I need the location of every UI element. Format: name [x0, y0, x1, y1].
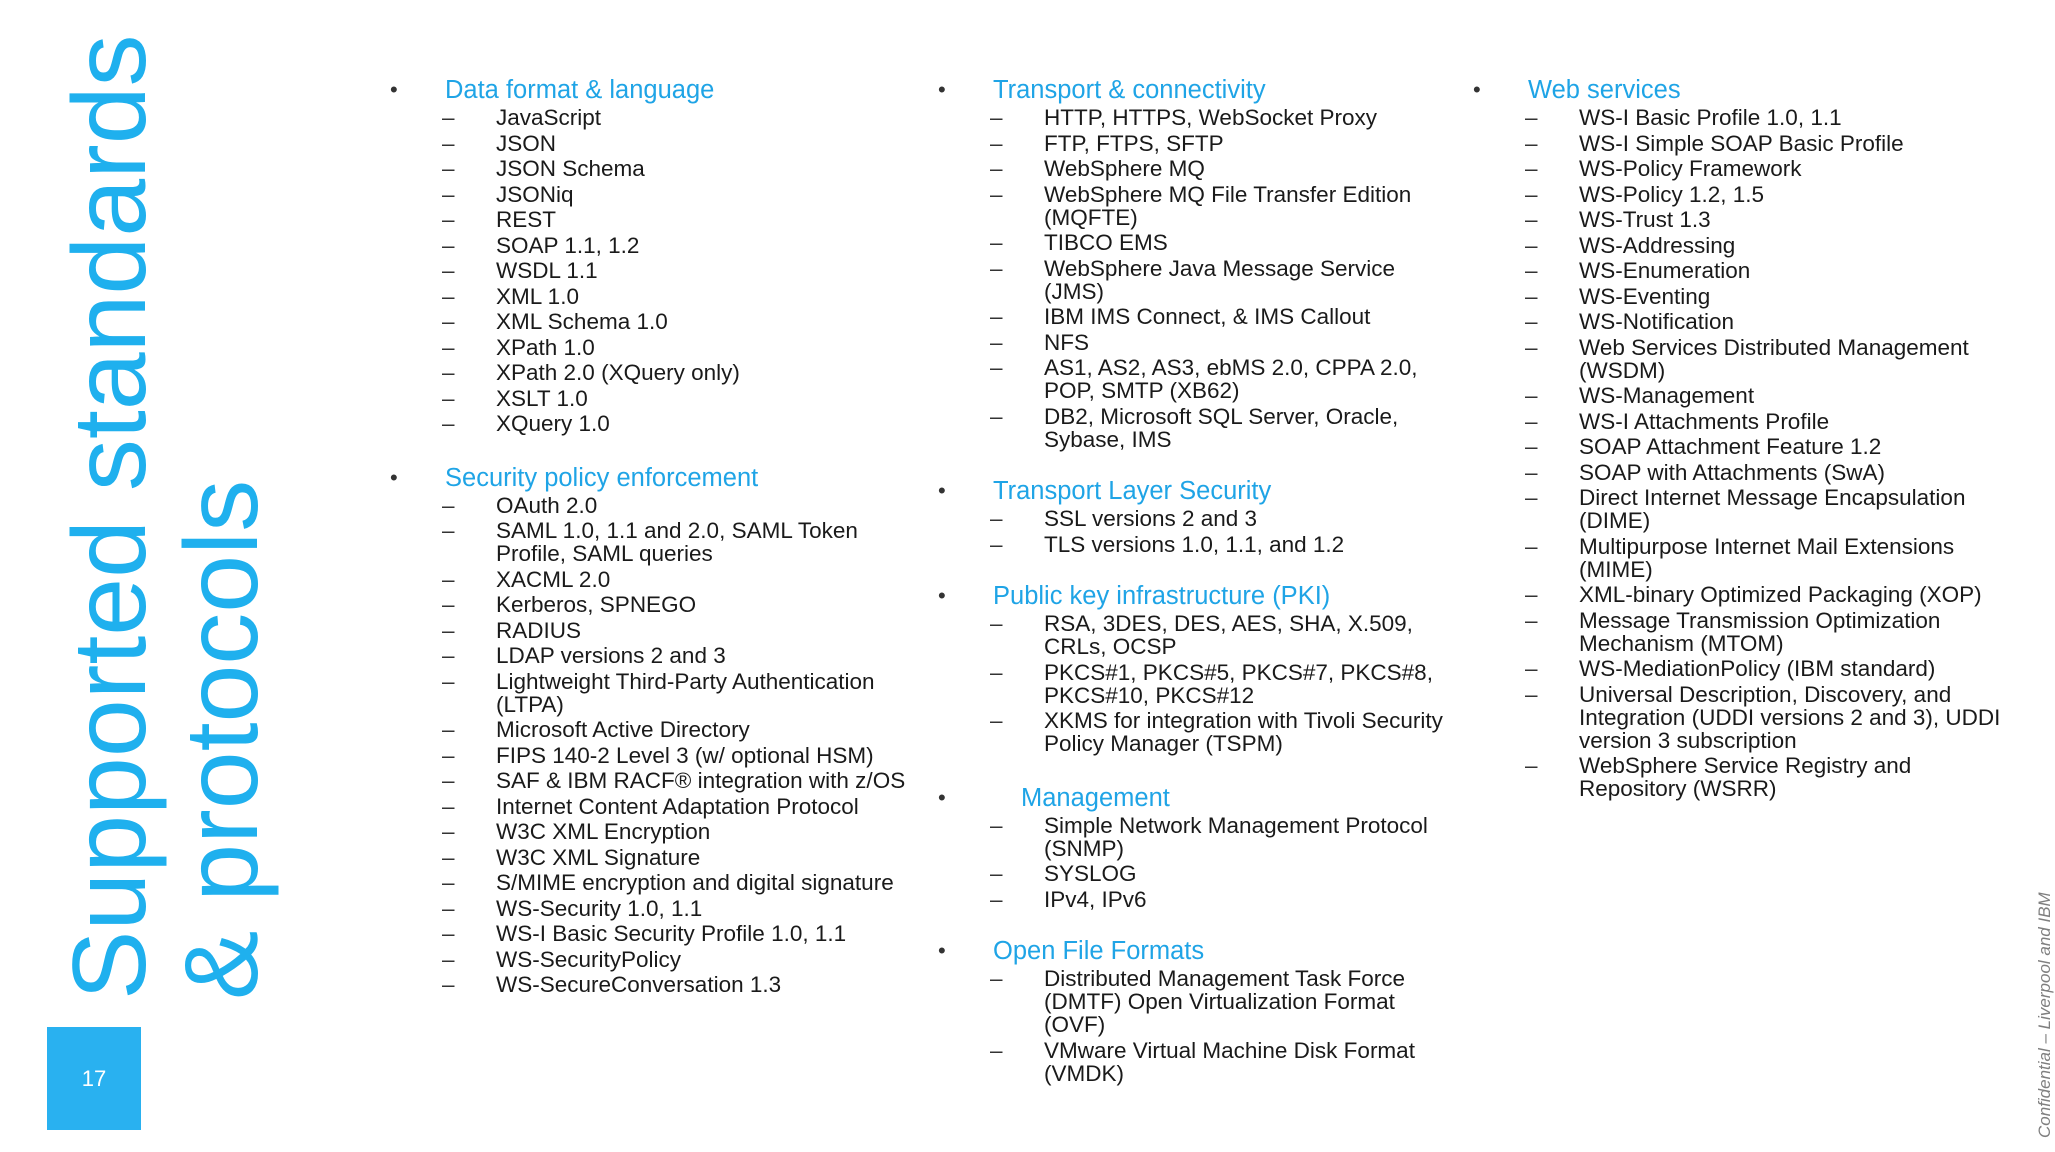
list-item-text: WS-Policy 1.2, 1.5 — [1579, 181, 1765, 207]
section-heading-text: Transport Layer Security — [993, 477, 1272, 505]
list-item-text: Distributed Management Task Force (DMTF) Open Virtualization Format (OVF) — [1044, 966, 1405, 1037]
list-item-text: JSON Schema — [496, 156, 645, 181]
dash-icon: – — [442, 156, 455, 181]
list-item-text: FTP, FTPS, SFTP — [1044, 130, 1224, 156]
list-item — [390, 744, 910, 767]
list-item-text: LDAP versions 2 and 3 — [496, 643, 726, 668]
list-item-text: Simple Network Management Protocol (SNMP) — [1044, 812, 1428, 861]
section-heading — [390, 76, 910, 104]
list-item-text: Direct Internet Message Encapsulation (DIME) — [1579, 485, 1966, 533]
section — [390, 464, 910, 997]
dash-icon: – — [990, 611, 1003, 636]
list-item-text: XSLT 1.0 — [496, 385, 588, 411]
list-item — [390, 948, 910, 971]
list-item — [390, 568, 910, 591]
list-item-text: JSON — [496, 130, 557, 156]
list-item — [938, 331, 1458, 354]
list-item-text: VMware Virtual Machine Disk Format (VMDK) — [1044, 1037, 1415, 1086]
dash-icon: – — [442, 768, 455, 793]
list-item — [390, 361, 910, 384]
dash-icon: – — [442, 921, 455, 946]
item-list — [390, 106, 910, 435]
list-item — [390, 285, 910, 308]
list-item-text: Universal Description, Discovery, and Integration (UDDI versions 2 and 3), UDDI version 3 subscription — [1579, 681, 2001, 753]
dash-icon: – — [1525, 258, 1538, 283]
list-item — [390, 412, 910, 435]
list-item — [390, 387, 910, 410]
list-item — [1473, 486, 2013, 532]
list-item — [938, 709, 1458, 755]
dash-icon: – — [442, 668, 455, 694]
list-item — [938, 612, 1458, 658]
list-item — [938, 183, 1458, 229]
dash-icon: – — [442, 946, 455, 972]
list-item-text: WebSphere Service Registry and Repository (WSRR) — [1579, 753, 1912, 801]
dash-icon: – — [442, 360, 455, 385]
list-item — [390, 157, 910, 180]
list-item-text: HTTP, HTTPS, WebSocket Proxy — [1044, 105, 1378, 130]
list-item — [938, 1039, 1458, 1085]
list-item — [1473, 336, 2013, 382]
list-item — [390, 593, 910, 616]
list-item — [390, 769, 910, 792]
section-heading-text: Transport & connectivity — [993, 76, 1266, 104]
dash-icon: – — [442, 870, 455, 895]
list-item — [390, 519, 910, 565]
list-item — [1473, 609, 2013, 655]
list-item-text: Internet Content Adaptation Protocol — [496, 793, 859, 819]
list-item-text: TLS versions 1.0, 1.1, and 1.2 — [1044, 531, 1345, 557]
list-item — [938, 967, 1458, 1036]
list-item — [938, 257, 1458, 303]
dash-icon: – — [1525, 434, 1538, 459]
list-item — [390, 897, 910, 920]
list-item-text: NFS — [1044, 329, 1089, 355]
dash-icon: – — [1525, 582, 1538, 607]
bullet-icon: • — [938, 938, 946, 963]
list-item — [938, 305, 1458, 328]
list-item-text: Web Services Distributed Management (WSDM) — [1579, 334, 1969, 383]
list-item-text: JSONiq — [496, 181, 574, 207]
column-3 — [1473, 76, 2013, 803]
section — [938, 477, 1458, 556]
bullet-icon: • — [1473, 77, 1481, 102]
list-item-text: Microsoft Active Directory — [496, 717, 750, 742]
list-item — [390, 336, 910, 359]
dash-icon: – — [990, 181, 1003, 207]
dash-icon: – — [442, 895, 455, 921]
dash-icon: – — [442, 411, 455, 436]
dash-icon: – — [990, 255, 1003, 281]
list-item — [390, 208, 910, 231]
section-heading — [938, 477, 1458, 505]
list-item — [938, 106, 1458, 129]
confidential-notice: Confidential – Liverpool and IBM — [2035, 892, 2054, 1138]
list-item-text: IPv4, IPv6 — [1044, 886, 1147, 912]
dash-icon: – — [442, 105, 455, 130]
dash-icon: – — [1525, 656, 1538, 681]
list-item-text: REST — [496, 207, 557, 232]
list-item — [938, 507, 1458, 530]
list-item-text: WS-I Simple SOAP Basic Profile — [1579, 130, 1904, 156]
list-item-text: XPath 2.0 (XQuery only) — [496, 360, 740, 385]
dash-icon: – — [990, 861, 1003, 886]
section — [938, 76, 1458, 451]
dash-icon: – — [1525, 232, 1538, 258]
list-item-text: WebSphere Java Message Service (JMS) — [1044, 255, 1396, 304]
list-item-text: XML Schema 1.0 — [496, 309, 668, 334]
list-item — [1473, 259, 2013, 282]
column-2 — [938, 76, 1458, 1087]
slide-title-line-1: Supported standards — [52, 34, 168, 1000]
list-item-text: OAuth 2.0 — [496, 492, 598, 518]
list-item — [1473, 285, 2013, 308]
list-item — [1473, 208, 2013, 231]
list-item — [1473, 106, 2013, 129]
list-item — [390, 619, 910, 642]
dash-icon: – — [1525, 383, 1538, 408]
bullet-icon: • — [938, 478, 946, 503]
dash-icon: – — [442, 492, 455, 518]
list-item-text: RSA, 3DES, DES, AES, SHA, X.509, CRLs, OCSP — [1044, 611, 1413, 659]
list-item — [1473, 657, 2013, 680]
dash-icon: – — [442, 309, 455, 334]
dash-icon: – — [990, 708, 1003, 733]
list-item-text: SOAP Attachment Feature 1.2 — [1579, 434, 1882, 459]
list-item-text: JavaScript — [496, 105, 602, 130]
list-item — [938, 661, 1458, 707]
section-heading — [938, 76, 1458, 104]
list-item-text: WebSphere MQ — [1044, 156, 1205, 181]
list-item — [1473, 461, 2013, 484]
list-item — [938, 405, 1458, 451]
section — [390, 76, 910, 435]
list-item — [1473, 384, 2013, 407]
section-heading-text: Web services — [1528, 76, 1681, 104]
section-heading — [1473, 76, 2013, 104]
list-item — [1473, 310, 2013, 333]
list-item-text: XKMS for integration with Tivoli Security Policy Manager (TSPM) — [1044, 708, 1443, 756]
dash-icon: – — [1525, 408, 1538, 434]
dash-icon: – — [442, 972, 455, 997]
section-heading — [938, 582, 1458, 610]
section — [938, 582, 1458, 755]
list-item-text: WS-Addressing — [1579, 232, 1736, 258]
item-list — [938, 106, 1458, 451]
dash-icon: – — [442, 207, 455, 232]
list-item-text: WS-Policy Framework — [1579, 156, 1802, 181]
list-item — [1473, 132, 2013, 155]
list-item-text: XACML 2.0 — [496, 566, 611, 592]
list-item — [390, 670, 910, 716]
list-item-text: WS-Enumeration — [1579, 258, 1751, 283]
list-item — [1473, 183, 2013, 206]
list-item-text: FIPS 140-2 Level 3 (w/ optional HSM) — [496, 742, 874, 768]
dash-icon: – — [1525, 283, 1538, 309]
item-list — [938, 612, 1458, 755]
dash-icon: – — [990, 156, 1003, 181]
section-spacer — [938, 558, 1458, 582]
dash-icon: – — [990, 1037, 1003, 1063]
list-item — [938, 862, 1458, 885]
list-item-text: WS-I Attachments Profile — [1579, 408, 1830, 434]
bullet-icon: • — [390, 464, 398, 490]
list-item-text: WS-I Basic Security Profile 1.0, 1.1 — [496, 921, 847, 946]
dash-icon: – — [990, 230, 1003, 255]
dash-icon: – — [1525, 156, 1538, 181]
bullet-icon: • — [938, 77, 946, 102]
dash-icon: – — [990, 355, 1003, 380]
list-item — [390, 973, 910, 996]
list-item — [1473, 410, 2013, 433]
list-item-text: WS-SecurityPolicy — [496, 946, 682, 972]
list-item — [390, 922, 910, 945]
section-heading-text: Data format & language — [445, 76, 715, 104]
list-item-text: SOAP with Attachments (SwA) — [1579, 459, 1885, 485]
item-list — [390, 494, 910, 997]
dash-icon: – — [1525, 607, 1538, 633]
list-item-text: DB2, Microsoft SQL Server, Oracle, Sybase, IMS — [1044, 403, 1399, 452]
dash-icon: – — [442, 130, 455, 156]
list-item-text: XML 1.0 — [496, 283, 579, 309]
list-item-text: WebSphere MQ File Transfer Edition (MQFTE) — [1044, 181, 1412, 230]
list-item-text: SYSLOG — [1044, 861, 1137, 886]
item-list — [938, 967, 1458, 1085]
section-spacer — [390, 438, 910, 464]
bullet-icon: • — [390, 77, 398, 102]
list-item-text: Message Transmission Optimization Mechanism (MTOM) — [1579, 607, 1941, 656]
section-spacer — [938, 913, 1458, 937]
list-item — [390, 106, 910, 129]
dash-icon: – — [990, 886, 1003, 912]
dash-icon: – — [990, 304, 1003, 329]
dash-icon: – — [442, 617, 455, 643]
list-item-text: SSL versions 2 and 3 — [1044, 506, 1258, 531]
dash-icon: – — [1525, 459, 1538, 485]
section-heading — [390, 464, 910, 492]
item-list — [938, 507, 1458, 556]
list-item-text: WS-Notification — [1579, 309, 1735, 334]
list-item — [390, 132, 910, 155]
list-item-text: Multipurpose Internet Mail Extensions (MIME) — [1579, 533, 1955, 582]
list-item — [1473, 754, 2013, 800]
dash-icon: – — [1525, 207, 1538, 232]
dash-icon: – — [1525, 681, 1538, 707]
list-item — [1473, 435, 2013, 458]
list-item — [1473, 157, 2013, 180]
dash-icon: – — [990, 531, 1003, 557]
dash-icon: – — [442, 717, 455, 742]
dash-icon: – — [442, 844, 455, 870]
section — [938, 937, 1458, 1085]
dash-icon: – — [990, 130, 1003, 156]
dash-icon: – — [442, 232, 455, 258]
slide-title-line-2: & protocols — [164, 479, 280, 1000]
page-number-box — [47, 1027, 141, 1130]
dash-icon: – — [1525, 181, 1538, 207]
list-item — [390, 820, 910, 843]
section-heading-text: Management — [1021, 783, 1170, 812]
section-heading — [938, 784, 1458, 812]
dash-icon: – — [1525, 130, 1538, 156]
list-item-text: WS-MediationPolicy (IBM standard) — [1579, 656, 1936, 681]
list-item — [390, 183, 910, 206]
dash-icon: – — [1525, 334, 1538, 360]
list-item — [938, 157, 1458, 180]
dash-icon: – — [990, 105, 1003, 130]
list-item — [938, 231, 1458, 254]
section-heading-text: Public key infrastructure (PKI) — [993, 582, 1331, 610]
list-item-text: WS-Trust 1.3 — [1579, 207, 1711, 232]
column-1 — [390, 76, 910, 999]
item-list — [938, 814, 1458, 911]
section-spacer — [938, 758, 1458, 784]
bullet-icon: • — [938, 784, 946, 810]
list-item — [1473, 583, 2013, 606]
list-item-text: PKCS#1, PKCS#5, PKCS#7, PKCS#8, PKCS#10, PKCS#12 — [1044, 659, 1433, 708]
list-item — [938, 356, 1458, 402]
item-list — [1473, 106, 2013, 800]
list-item — [390, 494, 910, 517]
dash-icon: – — [990, 329, 1003, 355]
dash-icon: – — [990, 659, 1003, 685]
list-item-text: Kerberos, SPNEGO — [496, 592, 697, 617]
list-item-text: WS-Management — [1579, 383, 1755, 408]
section-heading-text: Open File Formats — [993, 937, 1205, 965]
list-item-text: TIBCO EMS — [1044, 230, 1168, 255]
list-item-text: SAML 1.0, 1.1 and 2.0, SAML Token Profile, SAML queries — [496, 518, 858, 566]
list-item-text: W3C XML Signature — [496, 844, 701, 870]
list-item — [938, 533, 1458, 556]
list-item — [390, 310, 910, 333]
list-item-text: AS1, AS2, AS3, ebMS 2.0, CPPA 2.0, POP, SMTP (XB62) — [1044, 355, 1418, 403]
dash-icon: – — [442, 385, 455, 411]
dash-icon: – — [442, 258, 455, 283]
dash-icon: – — [442, 819, 455, 844]
list-item-text: SOAP 1.1, 1.2 — [496, 232, 640, 258]
dash-icon: – — [442, 334, 455, 360]
list-item — [938, 888, 1458, 911]
dash-icon: – — [442, 283, 455, 309]
list-item-text: S/MIME encryption and digital signature — [496, 870, 894, 895]
page-number: 17 — [81, 1065, 107, 1091]
dash-icon: – — [990, 966, 1003, 991]
section — [938, 784, 1458, 911]
list-item — [390, 644, 910, 667]
list-item-text: RADIUS — [496, 617, 582, 643]
list-item-text: WSDL 1.1 — [496, 258, 598, 283]
list-item — [938, 132, 1458, 155]
list-item-text: XPath 1.0 — [496, 334, 595, 360]
dash-icon: – — [442, 643, 455, 668]
dash-icon: – — [442, 181, 455, 207]
list-item-text: WS-I Basic Profile 1.0, 1.1 — [1579, 105, 1842, 130]
list-item — [938, 814, 1458, 860]
list-item-text: Lightweight Third-Party Authentication (LTPA) — [496, 668, 875, 717]
list-item-text: W3C XML Encryption — [496, 819, 711, 844]
dash-icon: – — [1525, 105, 1538, 130]
dash-icon: – — [442, 566, 455, 592]
list-item-text: SAF & IBM RACF® integration with z/OS — [496, 768, 906, 793]
list-item — [1473, 535, 2013, 581]
dash-icon: – — [442, 742, 455, 768]
list-item — [390, 871, 910, 894]
section — [1473, 76, 2013, 800]
dash-icon: – — [990, 506, 1003, 531]
dash-icon: – — [990, 812, 1003, 838]
list-item — [1473, 234, 2013, 257]
dash-icon: – — [1525, 485, 1538, 510]
list-item — [390, 234, 910, 257]
dash-icon: – — [442, 793, 455, 819]
section-spacer — [938, 453, 1458, 477]
list-item — [390, 795, 910, 818]
list-item — [390, 846, 910, 869]
dash-icon: – — [442, 518, 455, 543]
bullet-icon: • — [938, 583, 946, 608]
list-item-text: WS-SecureConversation 1.3 — [496, 972, 782, 997]
dash-icon: – — [1525, 309, 1538, 334]
dash-icon: – — [1525, 753, 1538, 778]
list-item — [390, 718, 910, 741]
list-item-text: IBM IMS Connect, & IMS Callout — [1044, 304, 1371, 329]
dash-icon: – — [1525, 533, 1538, 559]
section-heading — [938, 937, 1458, 965]
list-item — [390, 259, 910, 282]
dash-icon: – — [990, 403, 1003, 429]
section-heading-text: Security policy enforcement — [445, 463, 759, 492]
list-item-text: WS-Eventing — [1579, 283, 1711, 309]
list-item — [1473, 683, 2013, 752]
dash-icon: – — [442, 592, 455, 617]
slide-title — [0, 0, 300, 1152]
list-item-text: WS-Security 1.0, 1.1 — [496, 895, 703, 921]
list-item-text: XQuery 1.0 — [496, 411, 610, 436]
list-item-text: XML-binary Optimized Packaging (XOP) — [1579, 582, 1982, 607]
